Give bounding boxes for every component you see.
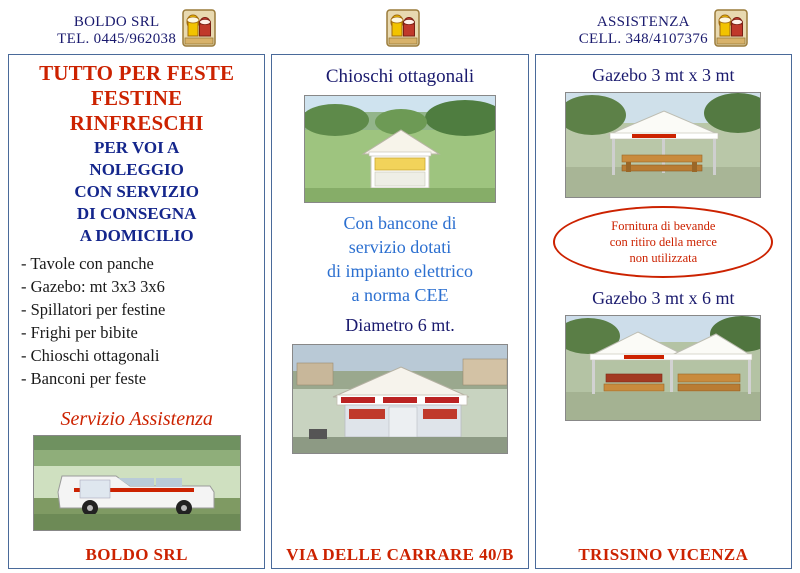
- desc-line4: a norma CEE: [351, 285, 449, 305]
- center-panel: [271, 54, 528, 569]
- note-line3: non utilizzata: [629, 251, 698, 265]
- service-list: [17, 252, 256, 390]
- subhead-line4: DI CONSEGNA: [76, 204, 197, 223]
- gazebo-3x3-photo: [565, 92, 761, 198]
- footer-address: VIA DELLE CARRARE 40/B: [286, 545, 514, 564]
- footer-bar: [0, 545, 800, 571]
- beer-mug-logo-icon: [182, 8, 216, 48]
- assistance-phone: CELL. 348/4107376: [578, 31, 708, 47]
- footer-city: TRISSINO VICENZA: [578, 545, 749, 564]
- center-header: [271, 6, 528, 54]
- list-item: - Tavole con panche: [21, 254, 154, 273]
- right-header: [535, 6, 792, 54]
- right-panel: [535, 54, 792, 569]
- service-assistance-note: Servizio Assistenza: [60, 408, 213, 430]
- gazebo-3x6-title: Gazebo 3 mt x 6 mt: [592, 288, 735, 308]
- column-center: [271, 6, 528, 569]
- left-header: [8, 6, 265, 54]
- desc-line1: Con bancone di: [343, 213, 457, 233]
- note-line2: con ritiro della merce: [609, 235, 717, 249]
- company-name: BOLDO SRL: [73, 14, 160, 30]
- note-line1: Fornitura di bevande: [611, 219, 716, 233]
- left-header-text: [57, 6, 176, 48]
- right-header-text: [579, 6, 708, 48]
- desc-line2: servizio dotati: [348, 237, 452, 257]
- subhead-line3: CON SERVIZIO: [74, 182, 199, 201]
- subhead-line2: NOLEGGIO: [89, 160, 184, 179]
- gazebo-3x6-photo: [565, 315, 761, 421]
- subhead-line5: A DOMICILIO: [79, 226, 194, 245]
- column-left: [8, 6, 265, 569]
- center-description: [327, 211, 473, 307]
- desc-line3: di impianto elettrico: [327, 261, 473, 281]
- gazebo-3x3-title: Gazebo 3 mt x 3 mt: [592, 65, 735, 85]
- headline-line2: FESTINE: [91, 86, 183, 110]
- list-item: - Banconi per feste: [21, 369, 147, 388]
- column-right: [535, 6, 792, 569]
- center-title: Chioschi ottagonali: [325, 66, 475, 87]
- subhead-line1: PER VOI A: [94, 138, 180, 157]
- beer-mug-logo-icon: [386, 8, 420, 48]
- beer-mug-logo-icon: [714, 8, 748, 48]
- list-item: - Frighi per bibite: [21, 323, 138, 342]
- octagonal-kiosk-white-photo: [304, 95, 496, 203]
- list-item: - Gazebo: mt 3x3 3x6: [21, 277, 165, 296]
- assistance-label: ASSISTENZA: [596, 14, 690, 30]
- left-panel: [8, 54, 265, 569]
- list-item: - Spillatori per festine: [21, 300, 166, 319]
- delivery-van-photo: [33, 435, 241, 531]
- beverage-supply-note: [553, 206, 773, 278]
- footer-company: BOLDO SRL: [85, 545, 188, 564]
- kiosk-diameter: Diametro 6 mt.: [345, 315, 455, 335]
- list-item: - Chioschi ottagonali: [21, 346, 160, 365]
- headline-line3: RINFRESCHI: [69, 111, 204, 135]
- octagonal-kiosk-branded-photo: [292, 344, 508, 454]
- company-phone: TEL. 0445/962038: [57, 31, 177, 47]
- headline-line1: TUTTO PER FESTE: [39, 61, 235, 85]
